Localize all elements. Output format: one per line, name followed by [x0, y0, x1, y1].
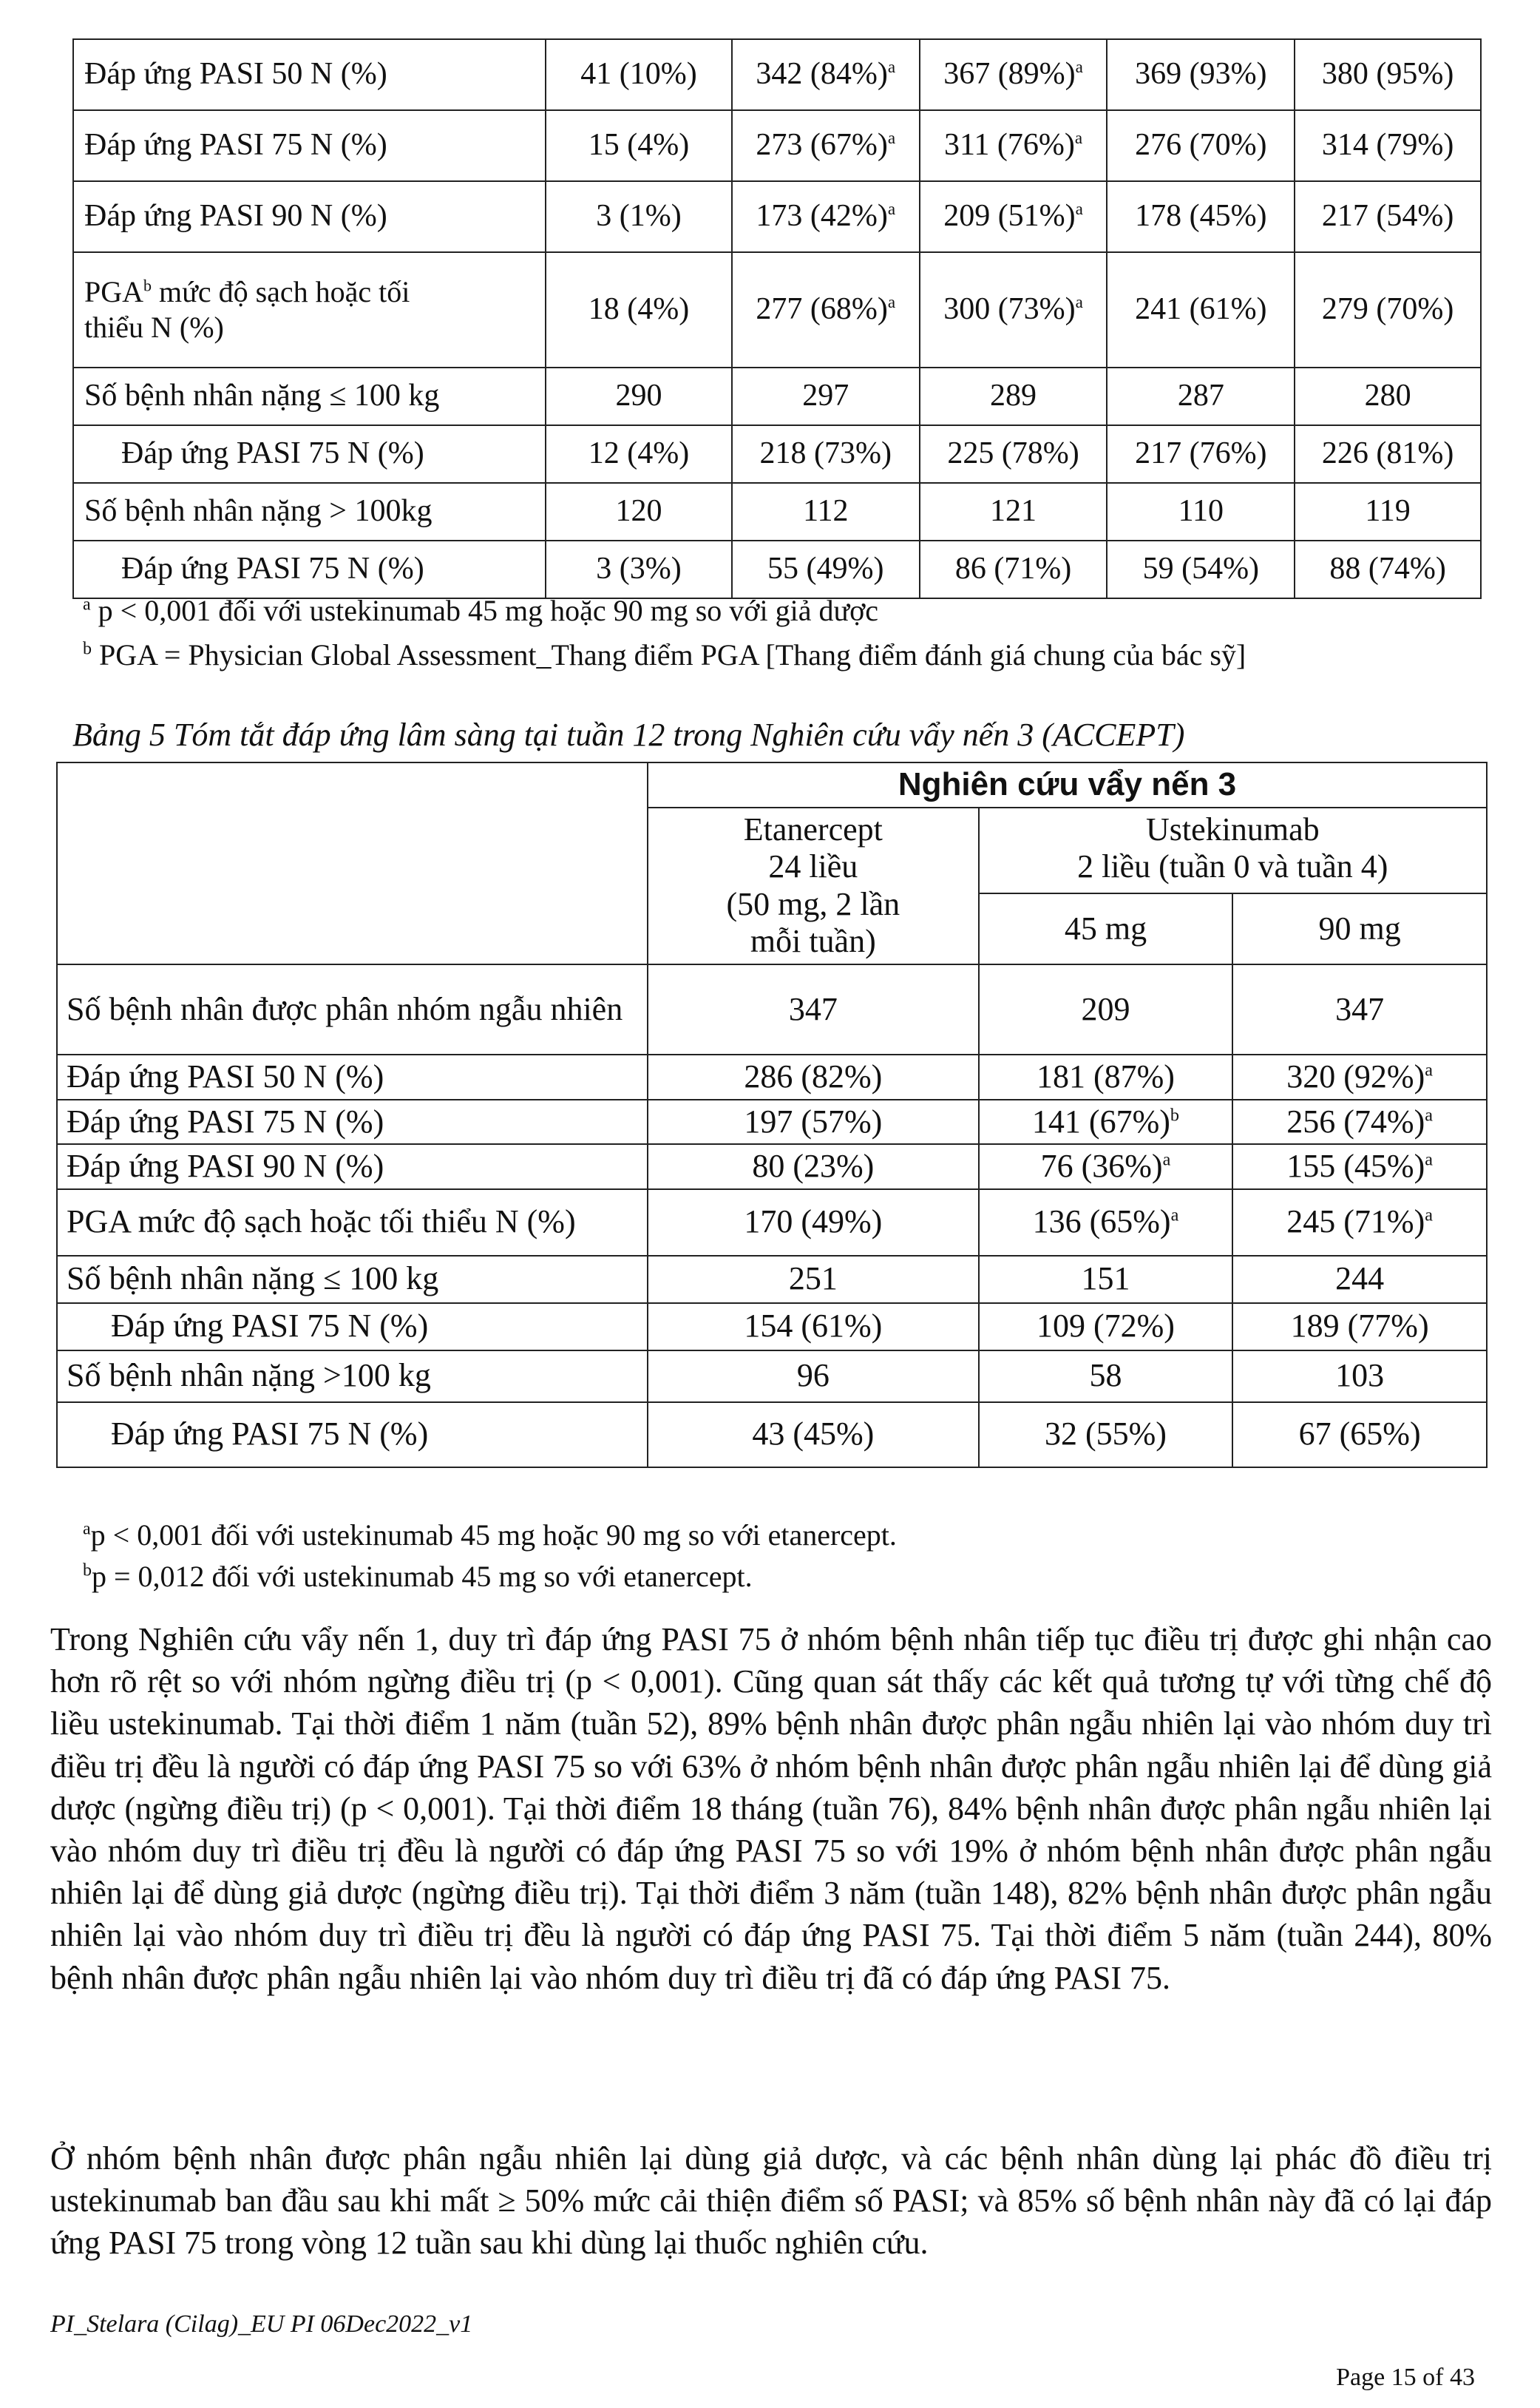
table-cell: 67 (65%): [1232, 1402, 1487, 1467]
table-cell: 58: [979, 1350, 1233, 1402]
row-label: PGA mức độ sạch hoặc tối thiểu N (%): [57, 1189, 648, 1256]
table-cell: 273 $(67\%)^a$: [732, 110, 920, 181]
row-label: Số bệnh nhân nặng >100 kg: [57, 1350, 648, 1402]
table-cell: 12 (4%): [546, 425, 732, 483]
table-row: [73, 425, 1481, 483]
table-row: [57, 1402, 1487, 1467]
table-row: [57, 1350, 1487, 1402]
row-label: Số bệnh nhân nặng ≤ 100 kg: [57, 1256, 648, 1303]
table-cell: 110: [1107, 483, 1295, 541]
table1-footnote-a: $^a$ p < 0,001 đối với ustekinumab 45 mg hoặc 90 mg so với giả dược: [83, 594, 879, 627]
row-label: Đáp ứng PASI 75 N (%): [57, 1100, 648, 1145]
table-cell: 155 $(45\%)^a$: [1232, 1144, 1487, 1189]
table-cell: 43 (45%): [648, 1402, 979, 1467]
table-cell: 112: [732, 483, 920, 541]
table2-caption: Bảng 5 Tóm tắt đáp ứng lâm sàng tại tuần 12 trong Nghiên cứu vẩy nến 3 (ACCEPT): [72, 717, 1185, 753]
table-cell: 3 (1%): [546, 181, 732, 252]
table-row: [73, 110, 1481, 181]
table-row: [57, 1144, 1487, 1189]
table-cell: 55 (49%): [732, 541, 920, 598]
table-cell: 244: [1232, 1256, 1487, 1303]
table-cell: 225 (78%): [920, 425, 1107, 483]
results-table-continued: [72, 38, 1482, 599]
table-cell: 380 (95%): [1295, 39, 1481, 110]
row-label: Đáp ứng PASI 90 N (%): [73, 181, 546, 252]
table-row: [57, 1100, 1487, 1145]
row-label: PGA$^b$ mức độ sạch hoặc tối thiểu N (%): [73, 252, 546, 368]
row-label: Đáp ứng PASI 75 N (%): [57, 1303, 648, 1350]
row-label: Số bệnh nhân được phân nhóm ngẫu nhiên: [57, 964, 648, 1055]
row-label: Đáp ứng PASI 50 N (%): [73, 39, 546, 110]
etanercept-header: Etanercept 24 liều (50 mg, 2 lần mỗi tuần): [648, 808, 979, 964]
table-cell: 103: [1232, 1350, 1487, 1402]
table-cell: 276 (70%): [1107, 110, 1295, 181]
table-cell: 297: [732, 368, 920, 425]
table-cell: 141 $(67\%)^b$: [979, 1100, 1233, 1145]
document-id-footer: PI_Stelara (Cilag)_EU PI 06Dec2022_v1: [50, 2310, 473, 2338]
page-number: Page 15 of 43: [1336, 2364, 1475, 2391]
table-cell: 226 (81%): [1295, 425, 1481, 483]
table-cell: 367 $(89\%)^a$: [920, 39, 1107, 110]
table-cell: 280: [1295, 368, 1481, 425]
table1-footnote-b: $^b$ PGA = Physician Global Assessment_Thang điểm PGA [Thang điểm đánh giá chung của bác sỹ]: [83, 638, 1246, 672]
dose-90-header: 90 mg: [1232, 893, 1487, 964]
table-cell: 154 (61%): [648, 1303, 979, 1350]
row-label: Đáp ứng PASI 75 N (%): [73, 425, 546, 483]
table-cell: 311 $(76\%)^a$: [920, 110, 1107, 181]
table-cell: 347: [648, 964, 979, 1055]
table-cell: 277 $(68\%)^a$: [732, 252, 920, 368]
table-row: [73, 39, 1481, 110]
table-cell: 217 (54%): [1295, 181, 1481, 252]
row-label: Số bệnh nhân nặng ≤ 100 kg: [73, 368, 546, 425]
table-cell: 251: [648, 1256, 979, 1303]
table-cell: 286 (82%): [648, 1055, 979, 1100]
table-row: [73, 181, 1481, 252]
table-cell: 109 (72%): [979, 1303, 1233, 1350]
table-cell: 189 (77%): [1232, 1303, 1487, 1350]
table-cell: 151: [979, 1256, 1233, 1303]
accept-study-table: [56, 762, 1488, 1468]
row-label: Số bệnh nhân nặng > 100kg: [73, 483, 546, 541]
table-cell: 290: [546, 368, 732, 425]
row-label: Đáp ứng PASI 75 N (%): [73, 541, 546, 598]
table-cell: 369 (93%): [1107, 39, 1295, 110]
table2-footnote-a: $^a$p < 0,001 đối với ustekinumab 45 mg hoặc 90 mg so với etanercept.: [83, 1518, 897, 1552]
table-cell: 256 $(74\%)^a$: [1232, 1100, 1487, 1145]
table-cell: 88 (74%): [1295, 541, 1481, 598]
table-cell: 279 (70%): [1295, 252, 1481, 368]
table-cell: 289: [920, 368, 1107, 425]
empty-header-cell: [57, 762, 648, 964]
ustekinumab-header: Ustekinumab 2 liều (tuần 0 và tuần 4): [979, 808, 1487, 893]
table-cell: 80 (23%): [648, 1144, 979, 1189]
row-label: Đáp ứng PASI 50 N (%): [57, 1055, 648, 1100]
table-cell: 217 (76%): [1107, 425, 1295, 483]
table-cell: 178 (45%): [1107, 181, 1295, 252]
table-cell: 218 (73%): [732, 425, 920, 483]
table-row: [57, 964, 1487, 1055]
table-row: [57, 1256, 1487, 1303]
paragraph-maintenance: Trong Nghiên cứu vẩy nến 1, duy trì đáp ứng PASI 75 ở nhóm bệnh nhân tiếp tục điều trị được ghi nhận cao hơn rõ rệt so với nhóm ngừng điều trị (p < 0,001). Cũng quan sát thấy các kết quả tương tự với từng chế độ liều ustekinumab. Tại thời điểm 1 năm (tuần 52), 89% bệnh nhân được phân ngẫu nhiên lại vào nhóm duy trì điều trị đều là người có đáp ứng PASI 75 so với 63% ở nhóm bệnh nhân được phân ngẫu nhiên lại để dùng giả dược (ngừng điều trị) (p < 0,001). Tại thời điểm 18 tháng (tuần 76), 84% bệnh nhân được phân ngẫu nhiên lại vào nhóm duy trì điều trị đều là người có đáp ứng PASI 75 so với 19% ở nhóm bệnh nhân được phân ngẫu nhiên lại để dùng giả dược (ngừng điều trị). Tại thời điểm 3 năm (tuần 148), 82% bệnh nhân được phân ngẫu nhiên lại vào nhóm duy trì điều trị đều là người có đáp ứng PASI 75. Tại thời điểm 5 năm (tuần 244), 80% bệnh nhân được phân ngẫu nhiên lại vào nhóm duy trì điều trị đã có đáp ứng PASI 75.: [50, 1621, 1492, 1996]
row-label: Đáp ứng PASI 90 N (%): [57, 1144, 648, 1189]
table-cell: 59 (54%): [1107, 541, 1295, 598]
table-row: [57, 1189, 1487, 1256]
table-cell: 347: [1232, 964, 1487, 1055]
table2-footnote-b: $^b$p = 0,012 đối với ustekinumab 45 mg so với etanercept.: [83, 1560, 753, 1593]
table-row: [73, 368, 1481, 425]
row-label: Đáp ứng PASI 75 N (%): [73, 110, 546, 181]
table-cell: 120: [546, 483, 732, 541]
table-cell: 245 $(71\%)^a$: [1232, 1189, 1487, 1256]
table-cell: 320 $(92\%)^a$: [1232, 1055, 1487, 1100]
table-cell: 18 (4%): [546, 252, 732, 368]
table-cell: 209 $(51\%)^a$: [920, 181, 1107, 252]
table-cell: 314 (79%): [1295, 110, 1481, 181]
table-cell: 209: [979, 964, 1233, 1055]
table-cell: 41 (10%): [546, 39, 732, 110]
table-cell: 136 $(65\%)^a$: [979, 1189, 1233, 1256]
table-cell: 300 $(73\%)^a$: [920, 252, 1107, 368]
table-cell: 181 (87%): [979, 1055, 1233, 1100]
paragraph-retreatment: Ở nhóm bệnh nhân được phân ngẫu nhiên lại dùng giả dược, và các bệnh nhân dùng lại phác đồ điều trị ustekinumab ban đầu sau khi mất ≥ 50% mức cải thiện điểm số PASI; và 85% số bệnh nhân này đã có lại đáp ứng PASI 75 trong vòng 12 tuần sau khi dùng lại thuốc nghiên cứu.: [50, 2140, 1492, 2262]
table-cell: 96: [648, 1350, 979, 1402]
table-row: [73, 483, 1481, 541]
table-cell: 121: [920, 483, 1107, 541]
table-row: [73, 541, 1481, 598]
table-cell: 197 (57%): [648, 1100, 979, 1145]
table-cell: 241 (61%): [1107, 252, 1295, 368]
table-row: [57, 1303, 1487, 1350]
table-cell: 287: [1107, 368, 1295, 425]
table-cell: 342 $(84\%)^a$: [732, 39, 920, 110]
table-row: [73, 252, 1481, 368]
row-label: Đáp ứng PASI 75 N (%): [57, 1402, 648, 1467]
table-cell: 15 (4%): [546, 110, 732, 181]
table-cell: 32 (55%): [979, 1402, 1233, 1467]
table-cell: 3 (3%): [546, 541, 732, 598]
dose-45-header: 45 mg: [979, 893, 1233, 964]
study-title: Nghiên cứu vẩy nến 3: [648, 762, 1487, 808]
table-cell: 170 (49%): [648, 1189, 979, 1256]
table-cell: 173 $(42\%)^a$: [732, 181, 920, 252]
table-cell: 119: [1295, 483, 1481, 541]
table-cell: 86 (71%): [920, 541, 1107, 598]
table-cell: 76 $(36\%)^a$: [979, 1144, 1233, 1189]
table-row: [57, 1055, 1487, 1100]
